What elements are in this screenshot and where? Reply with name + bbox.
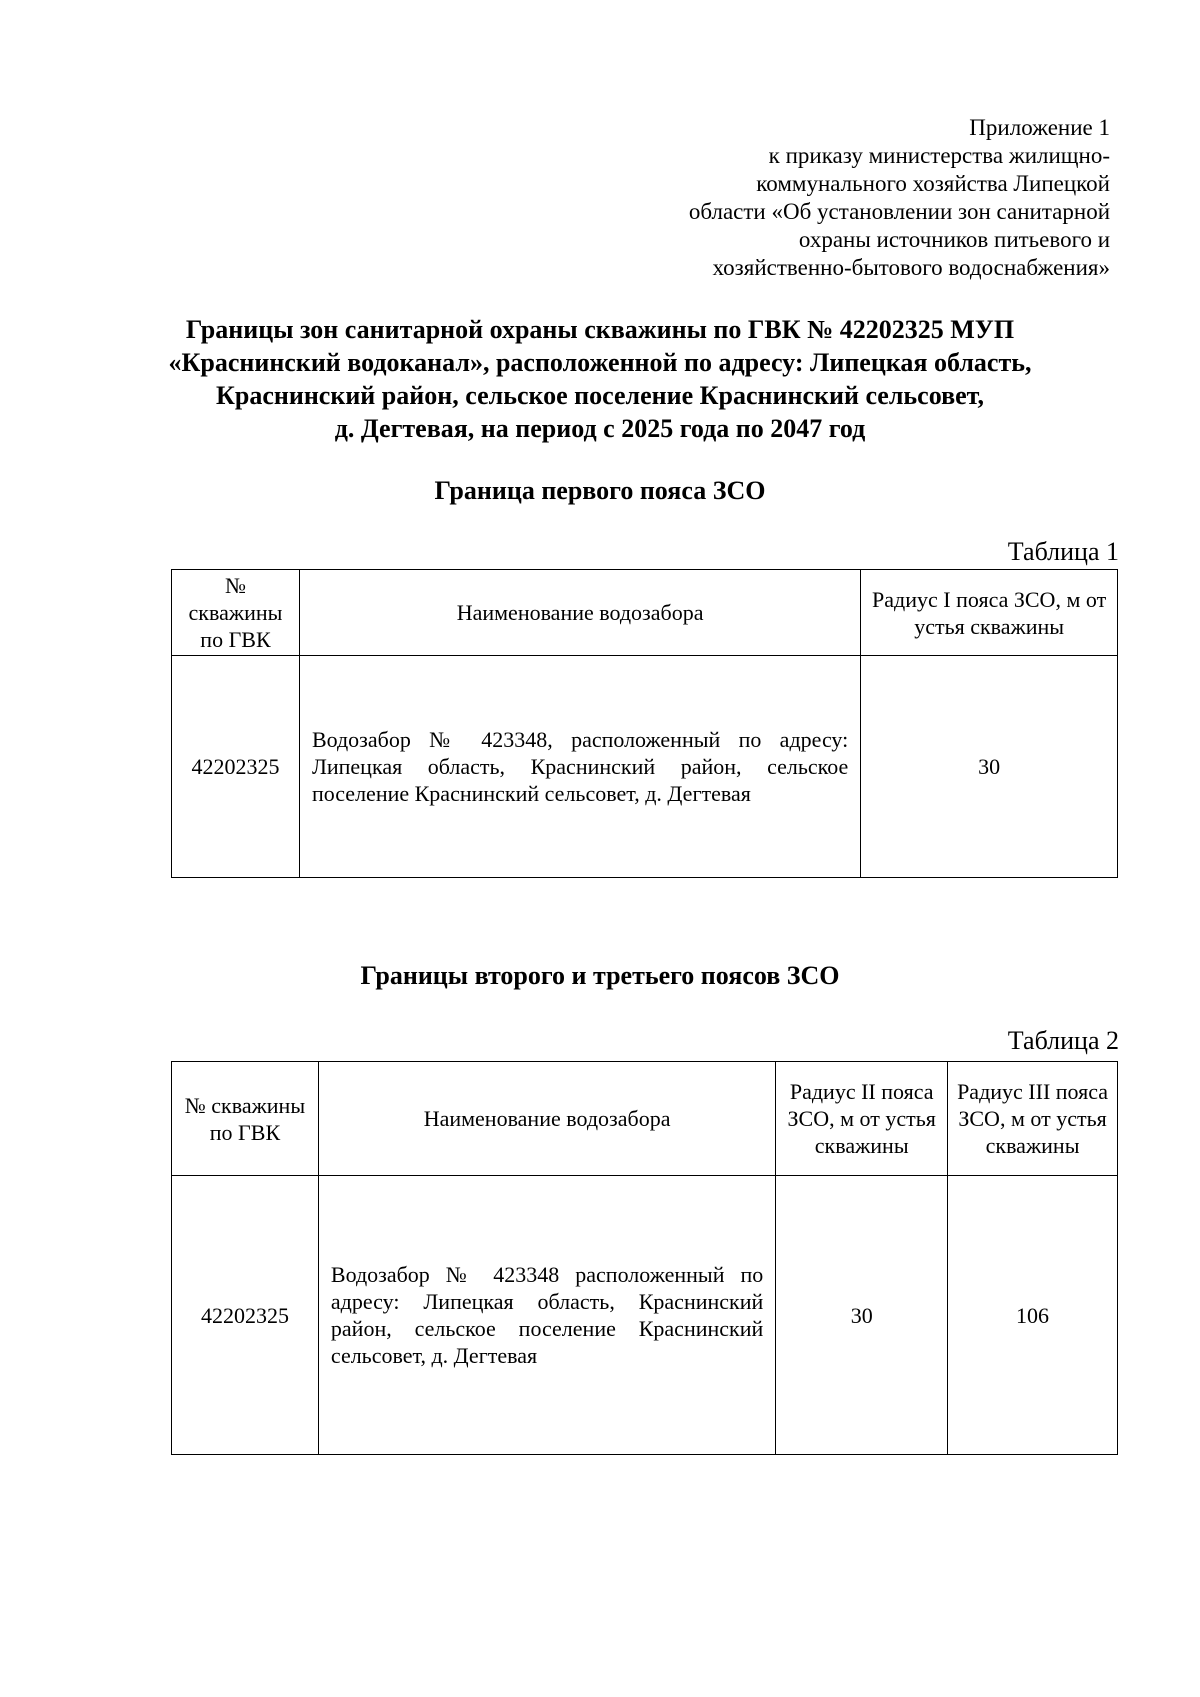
header-well-number: № скважины по ГВК bbox=[172, 1062, 319, 1176]
table-header-row bbox=[172, 570, 1118, 656]
appendix-line: к приказу министерства жилищно- bbox=[768, 143, 1110, 168]
appendix-line: коммунального хозяйства Липецкой bbox=[756, 171, 1110, 196]
table1-label: Таблица 1 bbox=[1007, 537, 1119, 566]
header-well-number: № скважины по ГВК bbox=[172, 570, 300, 656]
table-row bbox=[172, 656, 1118, 878]
table-row bbox=[172, 1176, 1118, 1455]
header-radius-2: Радиус II пояса ЗСО, м от устья скважины bbox=[776, 1062, 948, 1176]
appendix-line: хозяйственно-бытового водоснабжения» bbox=[712, 255, 1110, 280]
title-line: «Краснинский водоканал», расположенной по адресу: Липецкая область, bbox=[168, 348, 1032, 377]
table2-label: Таблица 2 bbox=[1007, 1026, 1119, 1055]
first-zone-table bbox=[171, 569, 1118, 878]
section2-heading: Границы второго и третьего поясов ЗСО bbox=[360, 961, 840, 990]
section1-heading: Граница первого пояса ЗСО bbox=[434, 476, 766, 505]
header-intake-name: Наименование водозабора bbox=[318, 1062, 775, 1176]
appendix-line: Приложение 1 bbox=[969, 115, 1110, 140]
second-third-zone-table bbox=[171, 1061, 1118, 1455]
title-line: Границы зон санитарной охраны скважины по ГВК № 42202325 МУП bbox=[185, 315, 1015, 344]
appendix-line: охраны источников питьевого и bbox=[798, 227, 1110, 252]
cell-intake-name: Водозабор № 423348 расположенный по адресу: Липецкая область, Краснинский район, сельское поселение Краснинский сельсовет, д. Дегтевая bbox=[318, 1176, 775, 1455]
cell-intake-name: Водозабор № 423348, расположенный по адресу: Липецкая область, Краснинский район, сельское поселение Краснинский сельсовет, д. Дегтевая bbox=[299, 656, 860, 878]
cell-radius-2: 30 bbox=[776, 1176, 948, 1455]
cell-radius-1: 30 bbox=[861, 656, 1118, 878]
title-line: д. Дегтевая, на период с 2025 года по 2047 год bbox=[334, 414, 866, 443]
header-radius-1: Радиус I пояса ЗСО, м от устья скважины bbox=[861, 570, 1118, 656]
header-radius-3: Радиус III пояса ЗСО, м от устья скважины bbox=[948, 1062, 1118, 1176]
appendix-note bbox=[550, 114, 1110, 282]
appendix-line: области «Об установлении зон санитарной bbox=[688, 199, 1110, 224]
cell-well-number: 42202325 bbox=[172, 1176, 319, 1455]
header-intake-name: Наименование водозабора bbox=[299, 570, 860, 656]
cell-radius-3: 106 bbox=[948, 1176, 1118, 1455]
title-line: Краснинский район, сельское поселение Краснинский сельсовет, bbox=[216, 381, 984, 410]
cell-well-number: 42202325 bbox=[172, 656, 300, 878]
document-title bbox=[130, 313, 1070, 445]
table-header-row bbox=[172, 1062, 1118, 1176]
